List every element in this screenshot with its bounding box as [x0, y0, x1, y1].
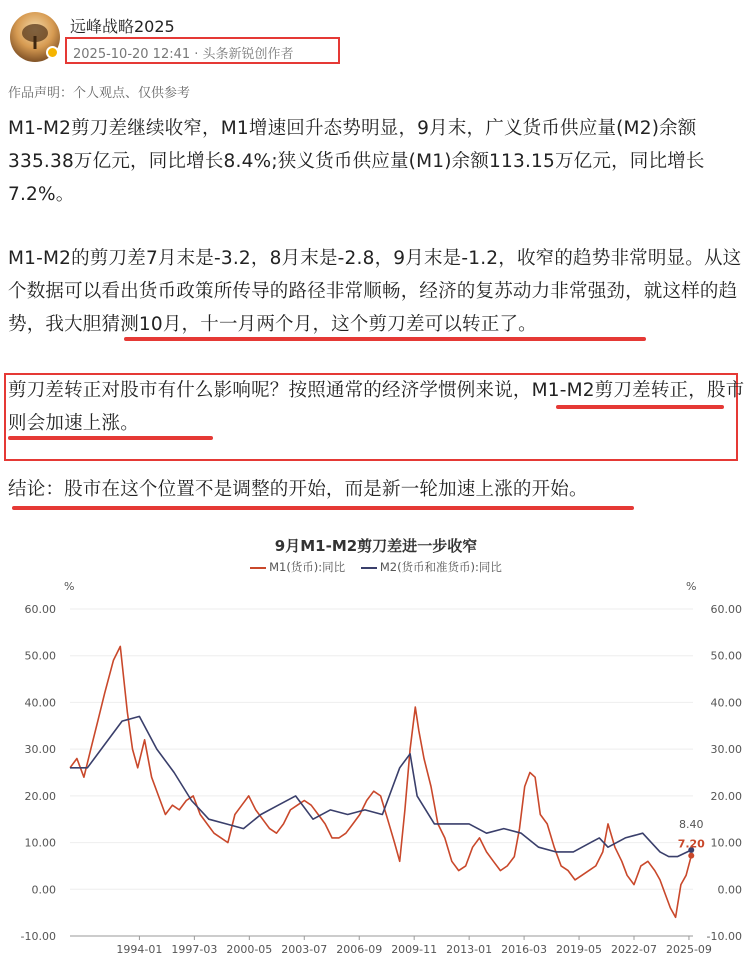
y-tick-label-right: 30.00: [710, 743, 742, 757]
y-tick-label-left: 50.00: [24, 649, 56, 663]
conclusion-paragraph: 结论：股市在这个位置不是调整的开始，而是新一轮加速上涨的开始。: [8, 479, 588, 500]
x-tick-label: 2006-09: [336, 943, 383, 956]
x-tick-label: 1994-01: [116, 943, 163, 956]
x-tick-label: 2003-07: [281, 943, 328, 956]
paragraph: M1-M2的剪刀差7月末是-3.2，8月末是-2.8，9月末是-1.2，收窄的趋势非常明显。从这个数据可以看出货币政策所传导的路径非常顺畅，经济的复苏动力非常强劲，就这样的趋势，我大胆猜测10月，十一月两个月，这个剪刀差可以转正了。: [8, 248, 742, 335]
x-tick-label: 2013-01: [446, 943, 493, 956]
underline-mark: [12, 506, 634, 510]
y-tick-label-right: 0.00: [717, 883, 742, 897]
x-tick-label: 2009-11: [391, 943, 438, 956]
y-tick-label-right: 50.00: [710, 649, 742, 663]
y-tick-label-right: 40.00: [710, 696, 742, 710]
series-line-m2: [70, 716, 691, 856]
verified-badge-icon: [46, 46, 59, 59]
end-point-m1: [688, 853, 694, 859]
y-tick-label-right: -10.00: [706, 930, 742, 943]
x-tick-label: 2016-03: [501, 943, 548, 956]
author-name[interactable]: 远峰战略2025: [70, 17, 175, 36]
y-tick-label-left: 30.00: [24, 743, 56, 757]
post-meta: 2025-10-20 12:41 · 头条新锐创作者: [73, 47, 294, 62]
underline-mark: [8, 436, 213, 440]
highlight-box: [65, 37, 340, 64]
legend-label-m1: M1(货币):同比: [269, 560, 346, 574]
x-tick-label: 1997-03: [171, 943, 218, 956]
legend-label-m2: M2(货币和准货币):同比: [379, 560, 502, 574]
y-tick-label-left: 20.00: [24, 789, 56, 803]
disclaimer: 作品声明：个人观点、仅供参考: [8, 86, 191, 101]
y-tick-label-left: -10.00: [20, 930, 56, 943]
tree-icon: [20, 22, 50, 50]
series-line-m1: [70, 646, 691, 917]
x-tick-label: 2000-05: [226, 943, 273, 956]
y-tick-label-right: 60.00: [710, 603, 742, 616]
y-tick-label-left: 10.00: [24, 836, 56, 850]
y-unit-left: %: [64, 580, 75, 593]
x-tick-label: 2025-09: [665, 943, 712, 956]
y-tick-label-left: 40.00: [24, 696, 56, 710]
line-chart: [0, 525, 752, 968]
end-label-m2: 8.40: [679, 818, 704, 832]
y-tick-label-right: 10.00: [710, 836, 742, 850]
x-tick-label: 2019-05: [556, 943, 603, 956]
underline-mark: [124, 337, 646, 341]
post-header: [8, 10, 748, 70]
y-tick-label-left: 0.00: [31, 883, 56, 897]
paragraph: 剪刀差转正对股市有什么影响呢？按照通常的经济学惯例来说，M1-M2剪刀差转正，股市则会加速上涨。: [8, 380, 745, 434]
y-unit-right: %: [686, 580, 697, 593]
chart-image: [0, 525, 752, 968]
underline-mark: [556, 405, 724, 409]
x-tick-label: 2022-07: [611, 943, 657, 956]
chart-title: 9月M1-M2剪刀差进一步收窄: [274, 537, 478, 555]
paragraph: M1-M2剪刀差继续收窄，M1增速回升态势明显，9月末，广义货币供应量(M2)余额335.38万亿元，同比增长8.4%;狭义货币供应量(M1)余额113.15万亿元，同比增长7.2%。: [8, 118, 705, 205]
y-tick-label-right: 20.00: [710, 789, 742, 803]
y-tick-label-left: 60.00: [24, 603, 56, 616]
end-label-m1: 7.20: [677, 837, 705, 851]
